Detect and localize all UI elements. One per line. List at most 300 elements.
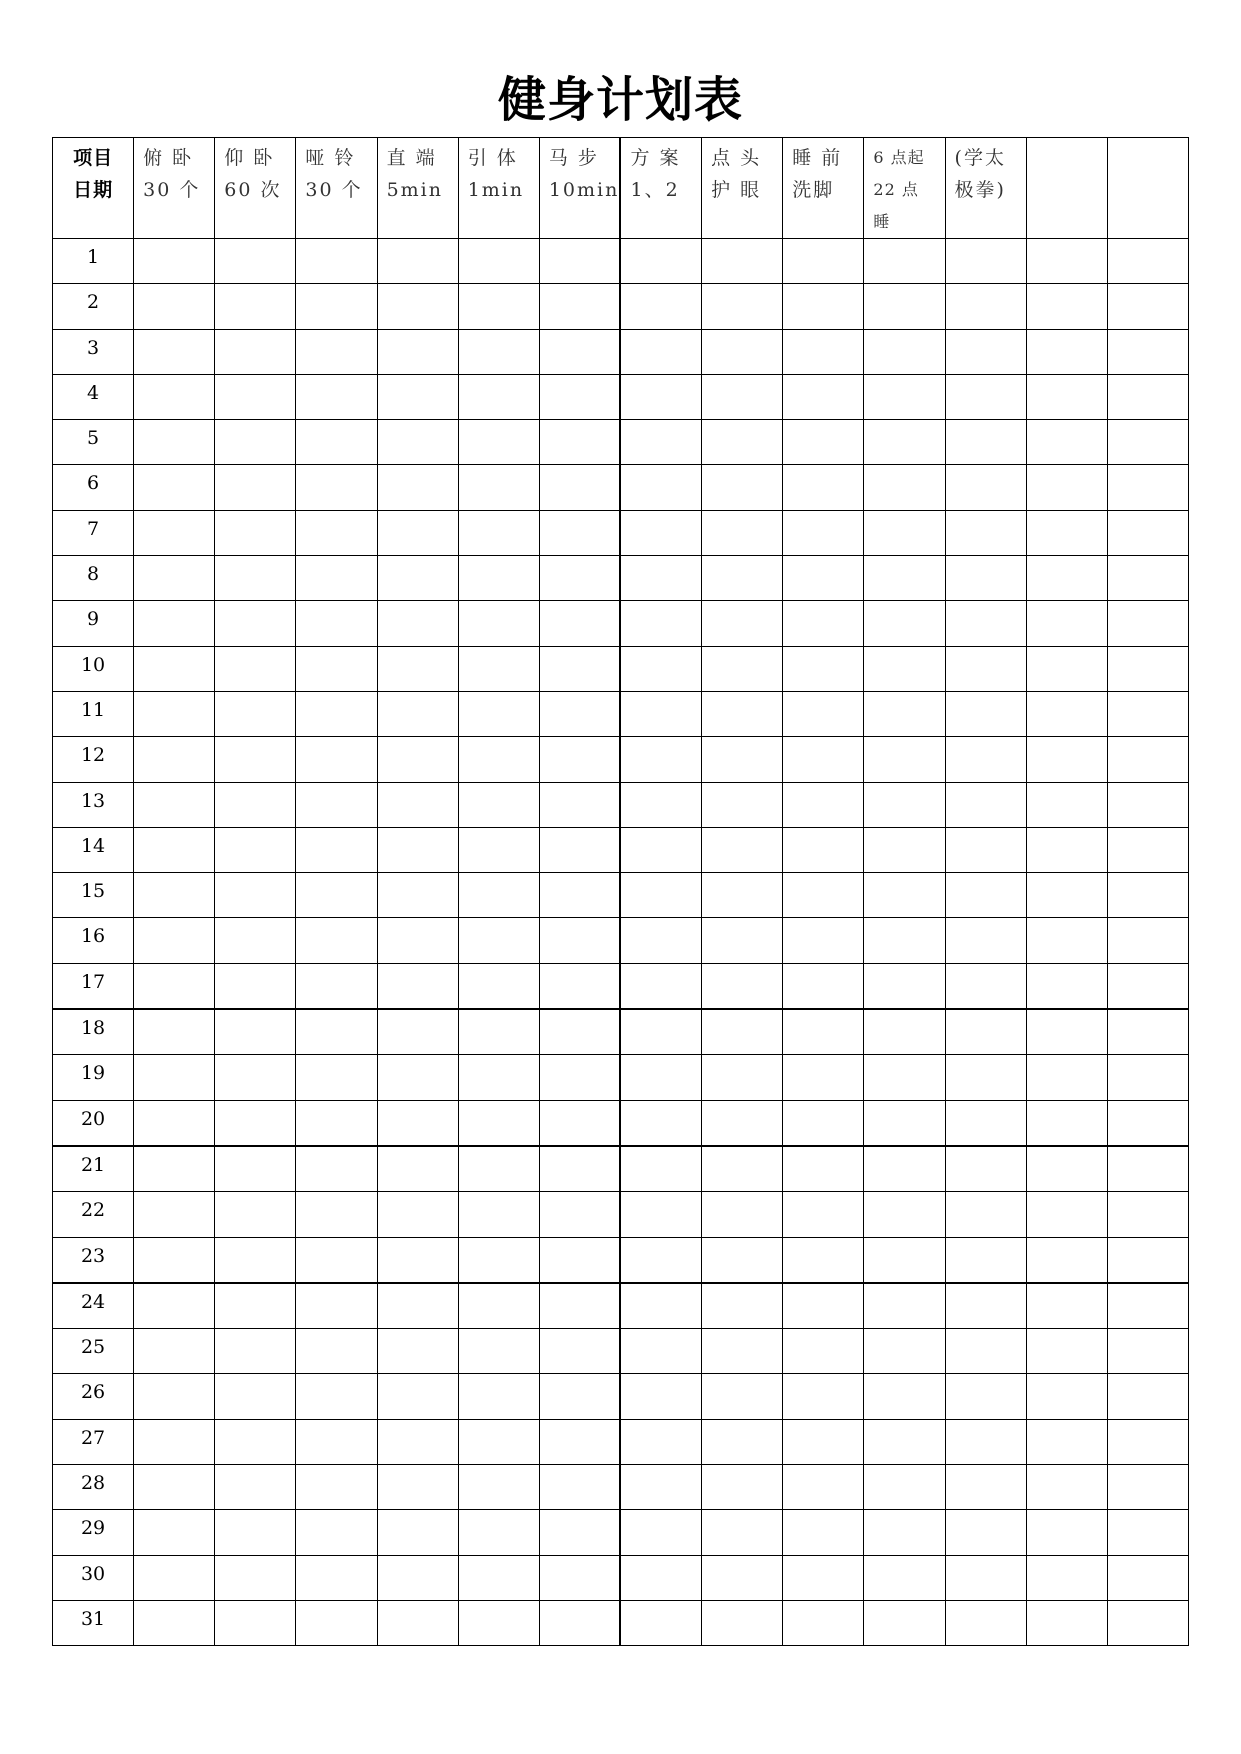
checkin-cell[interactable] xyxy=(296,284,377,329)
checkin-cell[interactable] xyxy=(864,646,945,691)
checkin-cell[interactable] xyxy=(864,1329,945,1374)
checkin-cell[interactable] xyxy=(945,1419,1026,1464)
checkin-cell[interactable] xyxy=(134,782,215,827)
checkin-cell[interactable] xyxy=(458,827,539,872)
checkin-cell[interactable] xyxy=(134,601,215,646)
checkin-cell[interactable] xyxy=(945,556,1026,601)
checkin-cell[interactable] xyxy=(945,691,1026,736)
checkin-cell[interactable] xyxy=(458,556,539,601)
checkin-cell[interactable] xyxy=(1026,1329,1107,1374)
checkin-cell[interactable] xyxy=(945,1055,1026,1100)
checkin-cell[interactable] xyxy=(458,374,539,419)
checkin-cell[interactable] xyxy=(539,873,620,918)
checkin-cell[interactable] xyxy=(377,1009,458,1055)
checkin-cell[interactable] xyxy=(134,1055,215,1100)
checkin-cell[interactable] xyxy=(945,1465,1026,1510)
checkin-cell[interactable] xyxy=(296,1192,377,1237)
checkin-cell[interactable] xyxy=(296,1146,377,1192)
checkin-cell[interactable] xyxy=(864,420,945,465)
checkin-cell[interactable] xyxy=(458,1237,539,1283)
checkin-cell[interactable] xyxy=(702,556,783,601)
checkin-cell[interactable] xyxy=(296,827,377,872)
checkin-cell[interactable] xyxy=(1107,873,1188,918)
checkin-cell[interactable] xyxy=(945,510,1026,555)
checkin-cell[interactable] xyxy=(377,827,458,872)
checkin-cell[interactable] xyxy=(702,1600,783,1645)
checkin-cell[interactable] xyxy=(539,1555,620,1600)
checkin-cell[interactable] xyxy=(1026,1237,1107,1283)
checkin-cell[interactable] xyxy=(215,1100,296,1146)
checkin-cell[interactable] xyxy=(702,601,783,646)
checkin-cell[interactable] xyxy=(864,1237,945,1283)
checkin-cell[interactable] xyxy=(296,601,377,646)
checkin-cell[interactable] xyxy=(864,873,945,918)
checkin-cell[interactable] xyxy=(539,556,620,601)
checkin-cell[interactable] xyxy=(620,782,701,827)
checkin-cell[interactable] xyxy=(458,420,539,465)
checkin-cell[interactable] xyxy=(620,1192,701,1237)
checkin-cell[interactable] xyxy=(702,1510,783,1555)
checkin-cell[interactable] xyxy=(1026,239,1107,284)
checkin-cell[interactable] xyxy=(702,329,783,374)
checkin-cell[interactable] xyxy=(864,1600,945,1645)
checkin-cell[interactable] xyxy=(377,1055,458,1100)
checkin-cell[interactable] xyxy=(1026,329,1107,374)
checkin-cell[interactable] xyxy=(458,691,539,736)
checkin-cell[interactable] xyxy=(1107,1419,1188,1464)
checkin-cell[interactable] xyxy=(458,239,539,284)
checkin-cell[interactable] xyxy=(1107,1009,1188,1055)
checkin-cell[interactable] xyxy=(296,1283,377,1329)
checkin-cell[interactable] xyxy=(296,737,377,782)
checkin-cell[interactable] xyxy=(539,601,620,646)
checkin-cell[interactable] xyxy=(783,1237,864,1283)
checkin-cell[interactable] xyxy=(539,1374,620,1419)
checkin-cell[interactable] xyxy=(215,1555,296,1600)
checkin-cell[interactable] xyxy=(377,1465,458,1510)
checkin-cell[interactable] xyxy=(539,1419,620,1464)
checkin-cell[interactable] xyxy=(945,601,1026,646)
checkin-cell[interactable] xyxy=(539,1510,620,1555)
checkin-cell[interactable] xyxy=(377,465,458,510)
checkin-cell[interactable] xyxy=(702,1329,783,1374)
checkin-cell[interactable] xyxy=(864,1100,945,1146)
checkin-cell[interactable] xyxy=(1026,782,1107,827)
checkin-cell[interactable] xyxy=(783,1555,864,1600)
checkin-cell[interactable] xyxy=(134,1600,215,1645)
checkin-cell[interactable] xyxy=(539,420,620,465)
checkin-cell[interactable] xyxy=(377,1374,458,1419)
checkin-cell[interactable] xyxy=(1107,691,1188,736)
checkin-cell[interactable] xyxy=(1026,556,1107,601)
checkin-cell[interactable] xyxy=(945,782,1026,827)
checkin-cell[interactable] xyxy=(783,556,864,601)
checkin-cell[interactable] xyxy=(1026,646,1107,691)
checkin-cell[interactable] xyxy=(702,1419,783,1464)
checkin-cell[interactable] xyxy=(783,827,864,872)
checkin-cell[interactable] xyxy=(296,963,377,1009)
checkin-cell[interactable] xyxy=(864,1465,945,1510)
checkin-cell[interactable] xyxy=(1107,1555,1188,1600)
checkin-cell[interactable] xyxy=(134,556,215,601)
checkin-cell[interactable] xyxy=(783,1055,864,1100)
checkin-cell[interactable] xyxy=(539,1329,620,1374)
checkin-cell[interactable] xyxy=(134,1192,215,1237)
checkin-cell[interactable] xyxy=(620,646,701,691)
checkin-cell[interactable] xyxy=(539,963,620,1009)
checkin-cell[interactable] xyxy=(296,420,377,465)
checkin-cell[interactable] xyxy=(377,510,458,555)
checkin-cell[interactable] xyxy=(864,374,945,419)
checkin-cell[interactable] xyxy=(1107,646,1188,691)
checkin-cell[interactable] xyxy=(296,782,377,827)
checkin-cell[interactable] xyxy=(620,510,701,555)
checkin-cell[interactable] xyxy=(702,374,783,419)
checkin-cell[interactable] xyxy=(215,1419,296,1464)
checkin-cell[interactable] xyxy=(134,918,215,963)
checkin-cell[interactable] xyxy=(296,374,377,419)
checkin-cell[interactable] xyxy=(134,329,215,374)
checkin-cell[interactable] xyxy=(864,782,945,827)
checkin-cell[interactable] xyxy=(783,239,864,284)
checkin-cell[interactable] xyxy=(620,1009,701,1055)
checkin-cell[interactable] xyxy=(783,420,864,465)
checkin-cell[interactable] xyxy=(620,1600,701,1645)
checkin-cell[interactable] xyxy=(215,556,296,601)
checkin-cell[interactable] xyxy=(620,1374,701,1419)
checkin-cell[interactable] xyxy=(864,465,945,510)
checkin-cell[interactable] xyxy=(539,1192,620,1237)
checkin-cell[interactable] xyxy=(215,782,296,827)
checkin-cell[interactable] xyxy=(215,1510,296,1555)
checkin-cell[interactable] xyxy=(1107,1465,1188,1510)
checkin-cell[interactable] xyxy=(215,1055,296,1100)
checkin-cell[interactable] xyxy=(377,1600,458,1645)
checkin-cell[interactable] xyxy=(945,918,1026,963)
checkin-cell[interactable] xyxy=(539,1055,620,1100)
checkin-cell[interactable] xyxy=(458,1192,539,1237)
checkin-cell[interactable] xyxy=(1026,284,1107,329)
checkin-cell[interactable] xyxy=(1107,374,1188,419)
checkin-cell[interactable] xyxy=(1026,737,1107,782)
checkin-cell[interactable] xyxy=(783,963,864,1009)
checkin-cell[interactable] xyxy=(539,827,620,872)
checkin-cell[interactable] xyxy=(539,1237,620,1283)
checkin-cell[interactable] xyxy=(134,1374,215,1419)
checkin-cell[interactable] xyxy=(134,873,215,918)
checkin-cell[interactable] xyxy=(458,1419,539,1464)
checkin-cell[interactable] xyxy=(1107,782,1188,827)
checkin-cell[interactable] xyxy=(945,465,1026,510)
checkin-cell[interactable] xyxy=(377,1146,458,1192)
checkin-cell[interactable] xyxy=(783,1192,864,1237)
checkin-cell[interactable] xyxy=(458,601,539,646)
checkin-cell[interactable] xyxy=(945,374,1026,419)
checkin-cell[interactable] xyxy=(620,1237,701,1283)
checkin-cell[interactable] xyxy=(215,510,296,555)
checkin-cell[interactable] xyxy=(134,827,215,872)
checkin-cell[interactable] xyxy=(620,1283,701,1329)
checkin-cell[interactable] xyxy=(1107,1329,1188,1374)
checkin-cell[interactable] xyxy=(215,374,296,419)
checkin-cell[interactable] xyxy=(702,1237,783,1283)
checkin-cell[interactable] xyxy=(702,873,783,918)
checkin-cell[interactable] xyxy=(1026,1192,1107,1237)
checkin-cell[interactable] xyxy=(945,1146,1026,1192)
checkin-cell[interactable] xyxy=(458,1600,539,1645)
checkin-cell[interactable] xyxy=(1026,1555,1107,1600)
checkin-cell[interactable] xyxy=(945,329,1026,374)
checkin-cell[interactable] xyxy=(702,420,783,465)
checkin-cell[interactable] xyxy=(296,646,377,691)
checkin-cell[interactable] xyxy=(134,1465,215,1510)
checkin-cell[interactable] xyxy=(215,1009,296,1055)
checkin-cell[interactable] xyxy=(945,239,1026,284)
checkin-cell[interactable] xyxy=(377,284,458,329)
checkin-cell[interactable] xyxy=(945,1237,1026,1283)
checkin-cell[interactable] xyxy=(377,1510,458,1555)
checkin-cell[interactable] xyxy=(945,963,1026,1009)
checkin-cell[interactable] xyxy=(783,510,864,555)
checkin-cell[interactable] xyxy=(1107,1283,1188,1329)
checkin-cell[interactable] xyxy=(702,1100,783,1146)
checkin-cell[interactable] xyxy=(620,691,701,736)
checkin-cell[interactable] xyxy=(945,1192,1026,1237)
checkin-cell[interactable] xyxy=(1107,963,1188,1009)
checkin-cell[interactable] xyxy=(1026,1374,1107,1419)
checkin-cell[interactable] xyxy=(702,1374,783,1419)
checkin-cell[interactable] xyxy=(539,1465,620,1510)
checkin-cell[interactable] xyxy=(620,420,701,465)
checkin-cell[interactable] xyxy=(458,918,539,963)
checkin-cell[interactable] xyxy=(1107,556,1188,601)
checkin-cell[interactable] xyxy=(296,1329,377,1374)
checkin-cell[interactable] xyxy=(296,1055,377,1100)
checkin-cell[interactable] xyxy=(864,827,945,872)
checkin-cell[interactable] xyxy=(1026,1283,1107,1329)
checkin-cell[interactable] xyxy=(215,918,296,963)
checkin-cell[interactable] xyxy=(134,1555,215,1600)
checkin-cell[interactable] xyxy=(377,1419,458,1464)
checkin-cell[interactable] xyxy=(783,1465,864,1510)
checkin-cell[interactable] xyxy=(864,691,945,736)
checkin-cell[interactable] xyxy=(1107,1374,1188,1419)
checkin-cell[interactable] xyxy=(539,329,620,374)
checkin-cell[interactable] xyxy=(377,918,458,963)
checkin-cell[interactable] xyxy=(134,1329,215,1374)
checkin-cell[interactable] xyxy=(458,1100,539,1146)
checkin-cell[interactable] xyxy=(783,1100,864,1146)
checkin-cell[interactable] xyxy=(864,329,945,374)
checkin-cell[interactable] xyxy=(458,1555,539,1600)
checkin-cell[interactable] xyxy=(377,420,458,465)
checkin-cell[interactable] xyxy=(1026,420,1107,465)
checkin-cell[interactable] xyxy=(1107,239,1188,284)
checkin-cell[interactable] xyxy=(783,1374,864,1419)
checkin-cell[interactable] xyxy=(377,1555,458,1600)
checkin-cell[interactable] xyxy=(1107,1146,1188,1192)
checkin-cell[interactable] xyxy=(1107,827,1188,872)
checkin-cell[interactable] xyxy=(945,420,1026,465)
checkin-cell[interactable] xyxy=(783,691,864,736)
checkin-cell[interactable] xyxy=(539,1100,620,1146)
checkin-cell[interactable] xyxy=(783,873,864,918)
checkin-cell[interactable] xyxy=(377,782,458,827)
checkin-cell[interactable] xyxy=(539,284,620,329)
checkin-cell[interactable] xyxy=(864,1283,945,1329)
checkin-cell[interactable] xyxy=(702,1465,783,1510)
checkin-cell[interactable] xyxy=(215,1237,296,1283)
checkin-cell[interactable] xyxy=(864,556,945,601)
checkin-cell[interactable] xyxy=(783,1009,864,1055)
checkin-cell[interactable] xyxy=(620,963,701,1009)
checkin-cell[interactable] xyxy=(783,918,864,963)
checkin-cell[interactable] xyxy=(1107,1237,1188,1283)
checkin-cell[interactable] xyxy=(377,1192,458,1237)
checkin-cell[interactable] xyxy=(458,1146,539,1192)
checkin-cell[interactable] xyxy=(620,737,701,782)
checkin-cell[interactable] xyxy=(864,510,945,555)
checkin-cell[interactable] xyxy=(539,1600,620,1645)
checkin-cell[interactable] xyxy=(134,420,215,465)
checkin-cell[interactable] xyxy=(377,1283,458,1329)
checkin-cell[interactable] xyxy=(864,284,945,329)
checkin-cell[interactable] xyxy=(783,782,864,827)
checkin-cell[interactable] xyxy=(620,239,701,284)
checkin-cell[interactable] xyxy=(215,873,296,918)
checkin-cell[interactable] xyxy=(377,737,458,782)
checkin-cell[interactable] xyxy=(1026,1510,1107,1555)
checkin-cell[interactable] xyxy=(864,963,945,1009)
checkin-cell[interactable] xyxy=(215,963,296,1009)
checkin-cell[interactable] xyxy=(296,873,377,918)
checkin-cell[interactable] xyxy=(539,239,620,284)
checkin-cell[interactable] xyxy=(783,465,864,510)
checkin-cell[interactable] xyxy=(377,646,458,691)
checkin-cell[interactable] xyxy=(458,1465,539,1510)
checkin-cell[interactable] xyxy=(1107,284,1188,329)
checkin-cell[interactable] xyxy=(702,827,783,872)
checkin-cell[interactable] xyxy=(1107,1600,1188,1645)
checkin-cell[interactable] xyxy=(783,1510,864,1555)
checkin-cell[interactable] xyxy=(702,691,783,736)
checkin-cell[interactable] xyxy=(458,1329,539,1374)
checkin-cell[interactable] xyxy=(377,963,458,1009)
checkin-cell[interactable] xyxy=(377,556,458,601)
checkin-cell[interactable] xyxy=(864,1009,945,1055)
checkin-cell[interactable] xyxy=(134,646,215,691)
checkin-cell[interactable] xyxy=(783,1600,864,1645)
checkin-cell[interactable] xyxy=(945,1600,1026,1645)
checkin-cell[interactable] xyxy=(783,646,864,691)
checkin-cell[interactable] xyxy=(539,1146,620,1192)
checkin-cell[interactable] xyxy=(620,284,701,329)
checkin-cell[interactable] xyxy=(864,1055,945,1100)
checkin-cell[interactable] xyxy=(945,873,1026,918)
checkin-cell[interactable] xyxy=(1026,1055,1107,1100)
checkin-cell[interactable] xyxy=(620,1146,701,1192)
checkin-cell[interactable] xyxy=(377,873,458,918)
checkin-cell[interactable] xyxy=(215,1465,296,1510)
checkin-cell[interactable] xyxy=(539,465,620,510)
checkin-cell[interactable] xyxy=(134,1510,215,1555)
checkin-cell[interactable] xyxy=(620,329,701,374)
checkin-cell[interactable] xyxy=(539,737,620,782)
checkin-cell[interactable] xyxy=(1107,1510,1188,1555)
checkin-cell[interactable] xyxy=(620,465,701,510)
checkin-cell[interactable] xyxy=(864,1510,945,1555)
checkin-cell[interactable] xyxy=(539,691,620,736)
checkin-cell[interactable] xyxy=(945,646,1026,691)
checkin-cell[interactable] xyxy=(702,1009,783,1055)
checkin-cell[interactable] xyxy=(377,374,458,419)
checkin-cell[interactable] xyxy=(702,1055,783,1100)
checkin-cell[interactable] xyxy=(539,1283,620,1329)
checkin-cell[interactable] xyxy=(864,918,945,963)
checkin-cell[interactable] xyxy=(702,1192,783,1237)
checkin-cell[interactable] xyxy=(215,691,296,736)
checkin-cell[interactable] xyxy=(945,1329,1026,1374)
checkin-cell[interactable] xyxy=(1026,1600,1107,1645)
checkin-cell[interactable] xyxy=(296,465,377,510)
checkin-cell[interactable] xyxy=(215,1374,296,1419)
checkin-cell[interactable] xyxy=(134,1419,215,1464)
checkin-cell[interactable] xyxy=(783,1329,864,1374)
checkin-cell[interactable] xyxy=(702,510,783,555)
checkin-cell[interactable] xyxy=(1107,329,1188,374)
checkin-cell[interactable] xyxy=(134,239,215,284)
checkin-cell[interactable] xyxy=(458,1009,539,1055)
checkin-cell[interactable] xyxy=(702,239,783,284)
checkin-cell[interactable] xyxy=(620,1100,701,1146)
checkin-cell[interactable] xyxy=(458,782,539,827)
checkin-cell[interactable] xyxy=(134,691,215,736)
checkin-cell[interactable] xyxy=(1026,601,1107,646)
checkin-cell[interactable] xyxy=(296,1237,377,1283)
checkin-cell[interactable] xyxy=(458,284,539,329)
checkin-cell[interactable] xyxy=(377,239,458,284)
checkin-cell[interactable] xyxy=(1107,737,1188,782)
checkin-cell[interactable] xyxy=(296,1465,377,1510)
checkin-cell[interactable] xyxy=(296,1419,377,1464)
checkin-cell[interactable] xyxy=(1107,918,1188,963)
checkin-cell[interactable] xyxy=(1026,963,1107,1009)
checkin-cell[interactable] xyxy=(702,1146,783,1192)
checkin-cell[interactable] xyxy=(1107,601,1188,646)
checkin-cell[interactable] xyxy=(945,284,1026,329)
checkin-cell[interactable] xyxy=(1026,374,1107,419)
checkin-cell[interactable] xyxy=(945,1555,1026,1600)
checkin-cell[interactable] xyxy=(134,510,215,555)
checkin-cell[interactable] xyxy=(1107,420,1188,465)
checkin-cell[interactable] xyxy=(864,737,945,782)
checkin-cell[interactable] xyxy=(296,556,377,601)
checkin-cell[interactable] xyxy=(215,827,296,872)
checkin-cell[interactable] xyxy=(377,1237,458,1283)
checkin-cell[interactable] xyxy=(783,329,864,374)
checkin-cell[interactable] xyxy=(539,1009,620,1055)
checkin-cell[interactable] xyxy=(296,1600,377,1645)
checkin-cell[interactable] xyxy=(134,465,215,510)
checkin-cell[interactable] xyxy=(864,1374,945,1419)
checkin-cell[interactable] xyxy=(215,1329,296,1374)
checkin-cell[interactable] xyxy=(296,1510,377,1555)
checkin-cell[interactable] xyxy=(215,1283,296,1329)
checkin-cell[interactable] xyxy=(783,1419,864,1464)
checkin-cell[interactable] xyxy=(296,239,377,284)
checkin-cell[interactable] xyxy=(458,1283,539,1329)
checkin-cell[interactable] xyxy=(377,1329,458,1374)
